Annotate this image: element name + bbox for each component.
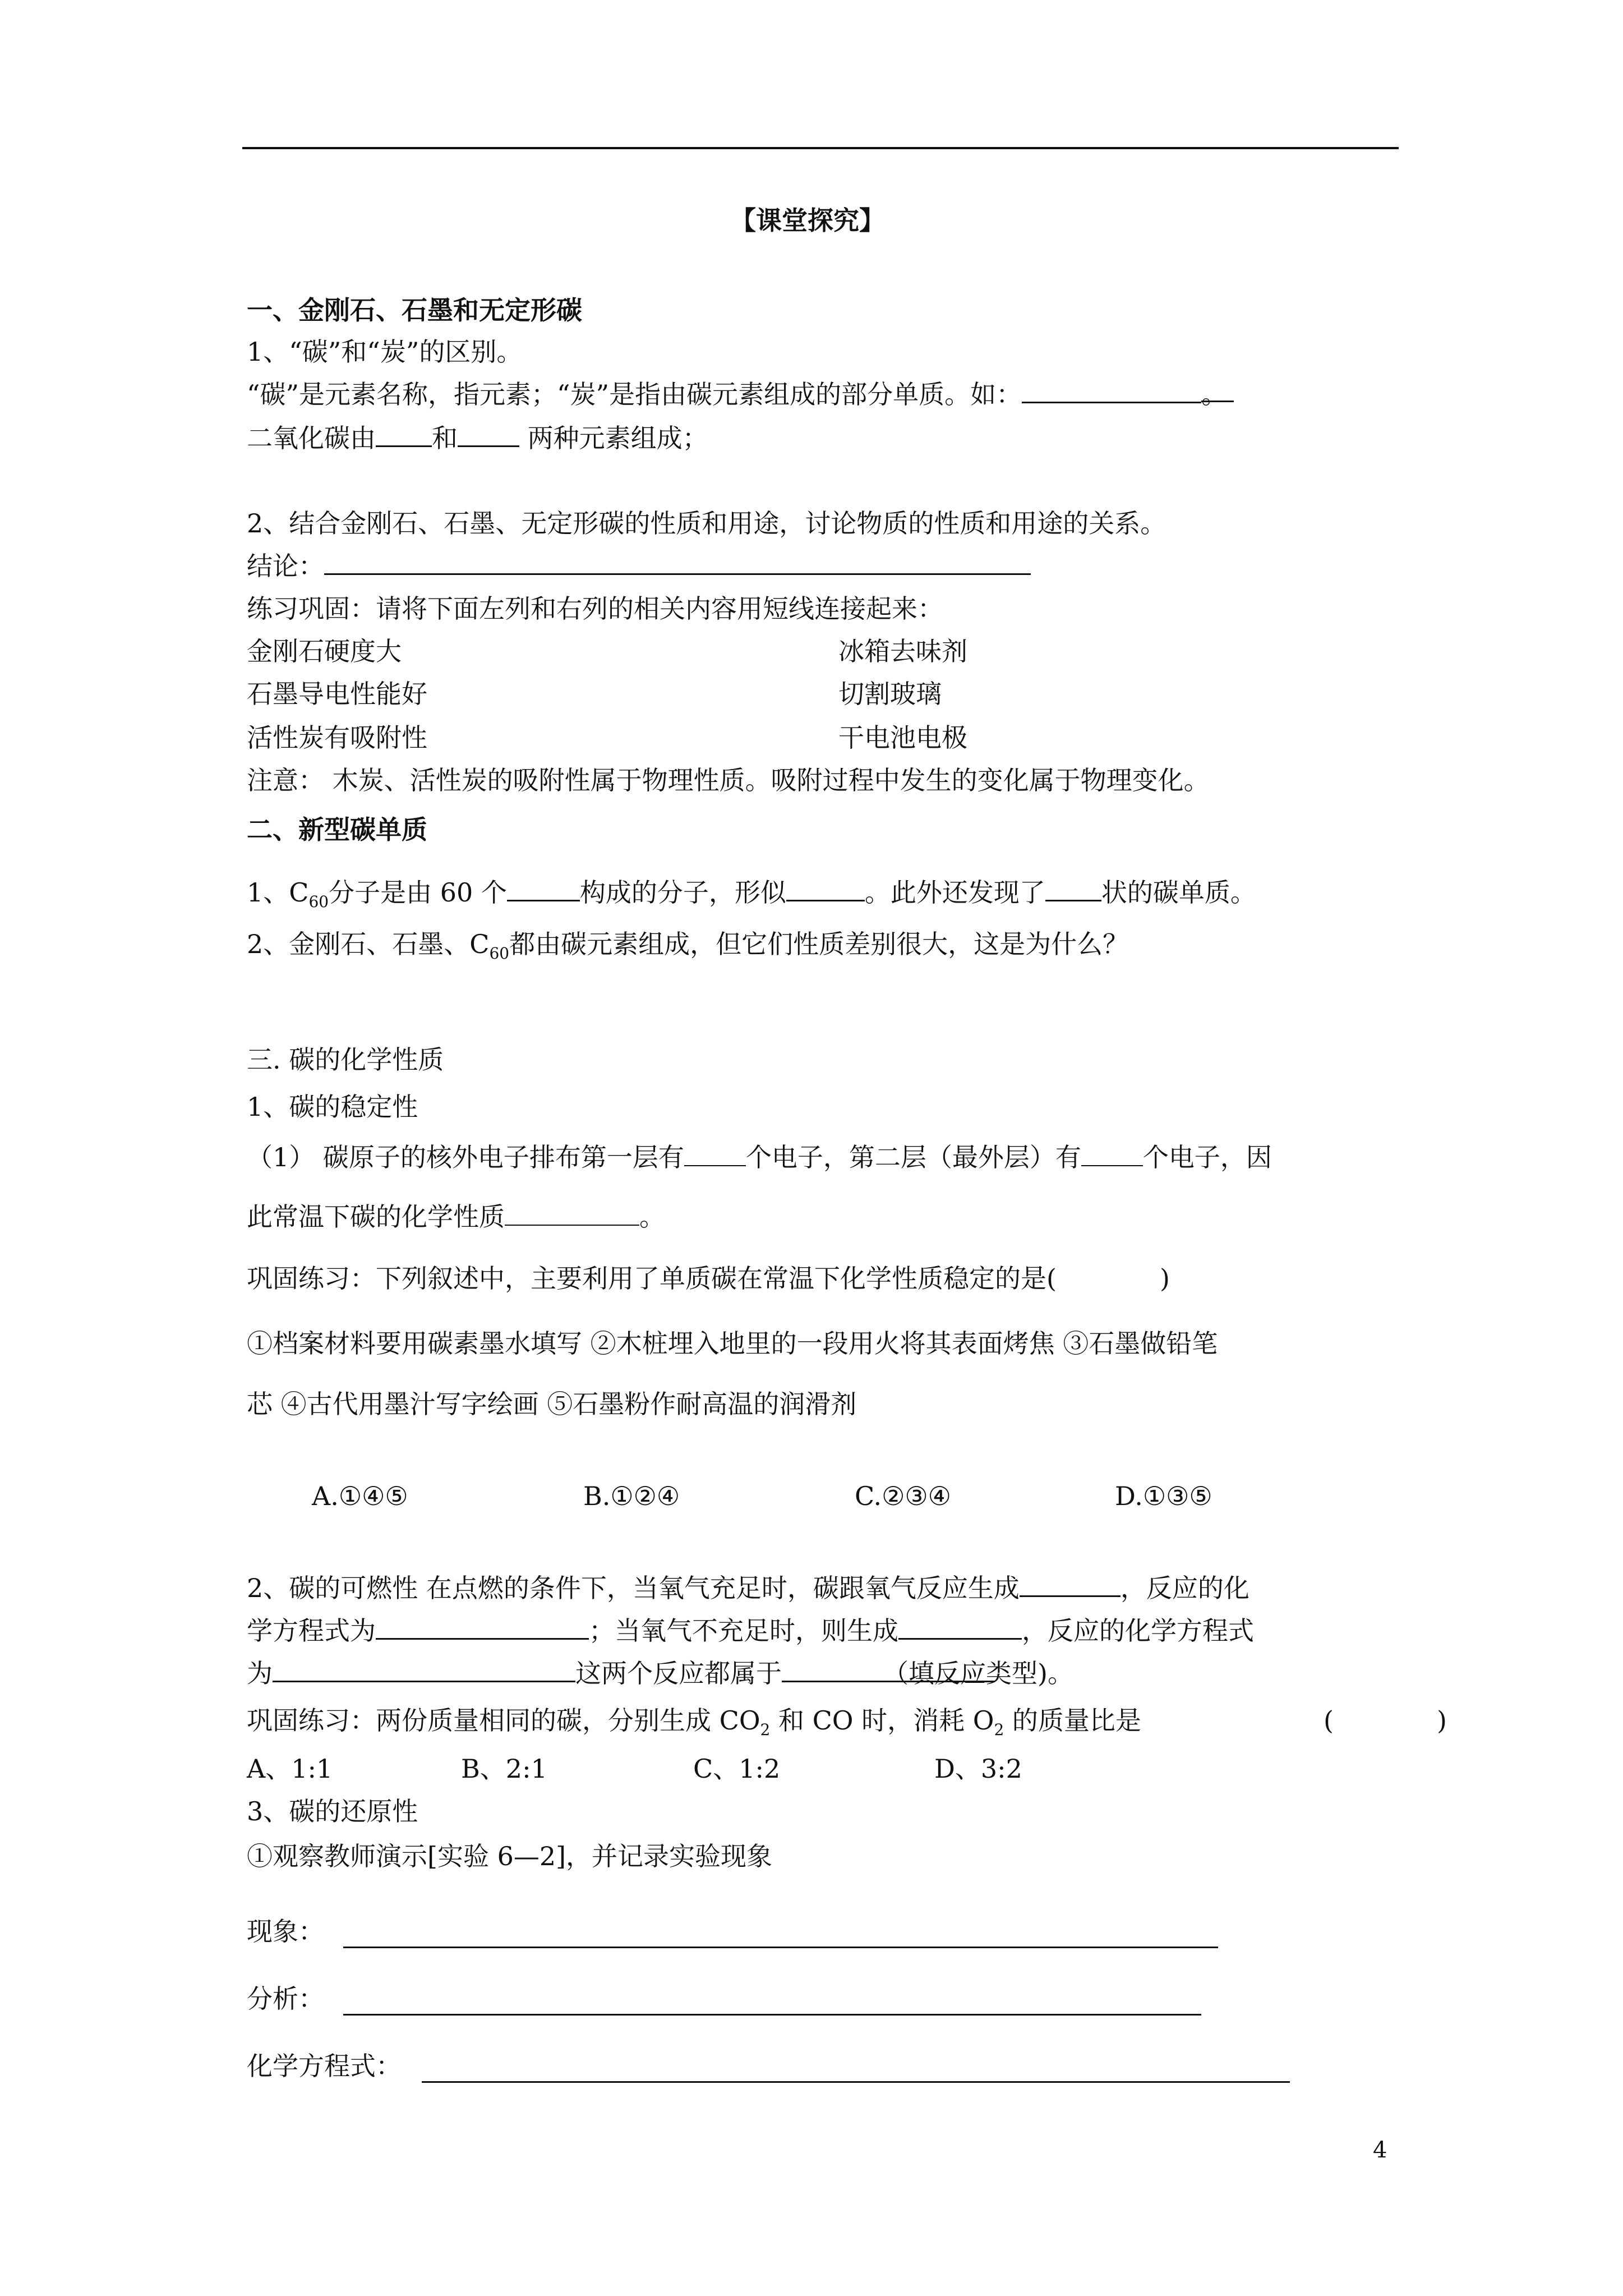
equation-blank[interactable]	[422, 2081, 1290, 2083]
sec1-item-1: 1、“碳”和“炭”的区别。	[247, 337, 523, 367]
answer-blank-end: 。	[1201, 376, 1234, 402]
answer-blank[interactable]	[1045, 875, 1101, 901]
sec3-q1-line1: （1） 碳原子的核外电子排布第一层有 个电子，第二层（最外层）有 个电子，因	[247, 1139, 1272, 1176]
answer-blank[interactable]	[458, 421, 519, 447]
right-item[interactable]: 切割玻璃	[838, 679, 942, 709]
answer-blank[interactable]	[898, 1613, 1022, 1640]
conclusion-line: 结论：	[247, 547, 1031, 585]
section-3-heading: 三. 碳的化学性质	[247, 1045, 444, 1075]
exercise-1-options-line1: ①档案材料要用碳素墨水填写 ②木桩埋入地里的一段用火将其表面烤焦 ③石墨做铅笔	[247, 1328, 1218, 1359]
note: 注意： 木炭、活性炭的吸附性属于物理性质。吸附过程中发生的变化属于物理变化。	[247, 765, 1210, 795]
exercise-2: 巩固练习：两份质量相同的碳，分别生成 $CO_2$ 和 CO 时，消耗 $O_2$ 的质量比是	[247, 1705, 1141, 1740]
answer-blank[interactable]	[273, 1656, 575, 1682]
choice-d[interactable]: D.①③⑤	[1115, 1481, 1212, 1511]
page-number: 4	[1373, 2137, 1387, 2163]
choice-b[interactable]: B.①②④	[583, 1481, 680, 1511]
sec2-item-2: 2、金刚石、石墨、$C_{60}$都由碳元素组成，但它们性质差别很大，这是为什么？	[247, 929, 1129, 963]
choice-a[interactable]: A.①④⑤	[312, 1481, 408, 1511]
choice-c[interactable]: C、1:2	[693, 1754, 781, 1784]
answer-blank[interactable]	[376, 1613, 589, 1640]
answer-blank[interactable]	[376, 421, 432, 447]
sec3-sub-1: 1、碳的稳定性	[247, 1092, 418, 1122]
answer-blank[interactable]	[684, 1140, 746, 1166]
header-rule	[242, 147, 1399, 149]
experiment-instruction: ①观察教师演示[实验 6—2]，并记录实验现象	[247, 1841, 773, 1871]
right-item[interactable]: 干电池电极	[838, 723, 967, 753]
exercise-1: 巩固练习：下列叙述中，主要利用了单质碳在常温下化学性质稳定的是( )	[247, 1263, 1170, 1294]
answer-blank[interactable]	[1020, 1571, 1121, 1597]
sec3-sub-2-line1: 2、碳的可燃性 在点燃的条件下，当氧气充足时，碳跟氧气反应生成 ，反应的化	[247, 1570, 1249, 1607]
sec3-sub-2-line3: 为 这两个反应都属于 （填反应类型)。	[247, 1655, 1073, 1692]
exercise-2-answer-paren[interactable]: ( )	[1324, 1705, 1447, 1736]
left-item[interactable]: 活性炭有吸附性	[247, 723, 427, 753]
choice-b[interactable]: B、2:1	[461, 1754, 547, 1784]
section-2-heading: 二、新型碳单质	[247, 815, 427, 845]
exercise-1-options-line2: 芯 ④古代用墨汁写字绘画 ⑤石墨粉作耐高温的润滑剂	[247, 1389, 857, 1419]
sec3-q1-line2: 此常温下碳的化学性质 。	[247, 1198, 665, 1235]
section-1-heading: 一、金刚石、石墨和无定形碳	[247, 295, 582, 325]
sec3-sub-3: 3、碳的还原性	[247, 1796, 418, 1826]
left-item[interactable]: 金刚石硬度大	[247, 636, 402, 666]
page-title: 【课堂探究】	[730, 205, 885, 236]
answer-blank[interactable]	[786, 875, 865, 901]
sec1-co2-line: 二氧化碳由 和 两种元素组成；	[247, 420, 708, 457]
choice-a[interactable]: A、1:1	[247, 1754, 333, 1784]
choice-d[interactable]: D、3:2	[934, 1754, 1022, 1784]
answer-blank[interactable]	[507, 875, 580, 901]
phenomenon-label: 现象：	[247, 1916, 324, 1947]
answer-blank[interactable]	[1022, 377, 1201, 403]
answer-blank[interactable]	[505, 1200, 639, 1226]
right-item[interactable]: 冰箱去味剂	[838, 636, 967, 666]
left-item[interactable]: 石墨导电性能好	[247, 679, 427, 709]
equation-label: 化学方程式：	[247, 2051, 402, 2081]
analysis-label: 分析：	[247, 1984, 324, 2014]
sec3-sub-2-line2: 学方程式为 ；当氧气不充足时，则生成 ，反应的化学方程式	[247, 1612, 1254, 1649]
analysis-blank[interactable]	[343, 2014, 1201, 2016]
matching-instructions: 练习巩固：请将下面左列和右列的相关内容用短线连接起来：	[247, 593, 943, 624]
phenomenon-blank[interactable]	[343, 1947, 1218, 1948]
sec2-item-1: 1、$C_{60}$分子是由 60 个 构成的分子，形似 。此外还发现了 状的碳单质。	[247, 874, 1256, 921]
choice-c[interactable]: C.②③④	[855, 1481, 951, 1511]
answer-blank[interactable]	[1081, 1140, 1143, 1166]
conclusion-blank[interactable]	[324, 549, 1031, 575]
sec1-item-2: 2、结合金刚石、石墨、无定形碳的性质和用途，讨论物质的性质和用途的关系。	[247, 508, 1166, 539]
sec1-item-1-text: “碳”是元素名称，指元素；“炭”是指由碳元素组成的部分单质。如： 。	[247, 376, 1234, 413]
